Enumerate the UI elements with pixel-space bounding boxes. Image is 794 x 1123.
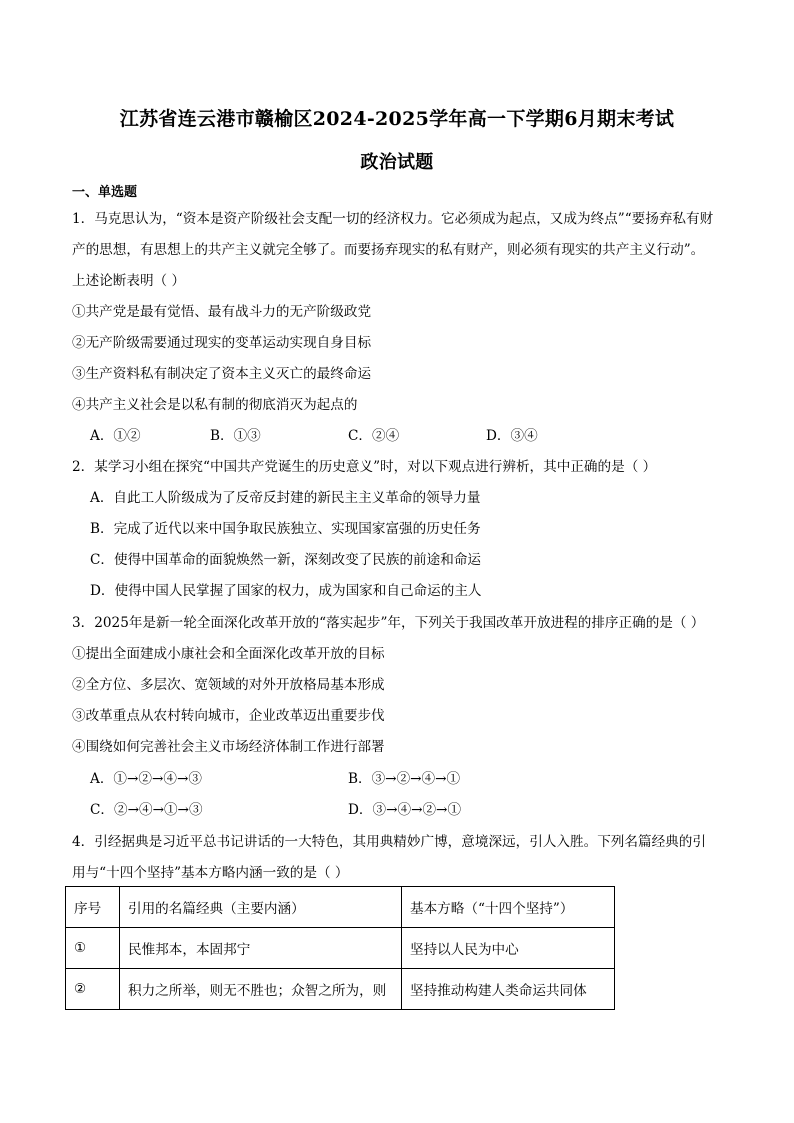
q3-option-b[interactable]: B．③→②→④→① [348,771,461,787]
table-cell: ① [66,928,120,969]
q1-statement-1: ①共产党是最有觉悟、最有战斗力的无产阶级政党 [72,304,372,320]
table-cell: ② [66,969,120,1010]
table-row [66,928,615,969]
q2-option-c[interactable]: C．使得中国革命的面貌焕然一新，深刻改变了民族的前途和命运 [90,552,482,568]
q1-option-c[interactable]: C．②④ [348,428,400,444]
q4-stem-line2: 用与“十四个坚持”基本方略内涵一致的是（ ） [72,865,349,881]
q1-statement-4: ④共产主义社会是以私有制的彻底消灭为起点的 [72,397,358,413]
section-heading: 一、单选题 [72,185,138,200]
q3-option-a[interactable]: A．①→②→④→③ [90,771,202,787]
q3-statement-3: ③改革重点从农村转向城市，企业改革迈出重要步伐 [72,708,385,724]
table-header-cell: 引用的名篇经典（主要内涵） [120,887,402,928]
q2-option-d[interactable]: D．使得中国人民掌握了国家的权力，成为国家和自己命运的主人 [90,583,482,599]
q3-statement-1: ①提出全面建成小康社会和全面深化改革开放的目标 [72,646,385,662]
q2-stem: 2．某学习小组在探究“中国共产党诞生的历史意义”时，对以下观点进行辨析，其中正确的是（ ） [72,459,657,475]
q3-option-c[interactable]: C．②→④→①→③ [90,802,203,818]
table-row [66,969,615,1010]
q4-table [65,886,615,1010]
exam-subtitle: 政治试题 [360,152,434,173]
q1-statement-2: ②无产阶级需要通过现实的变革运动实现自身目标 [72,335,372,351]
q1-option-d[interactable]: D．③④ [486,428,538,444]
table-cell: 坚持以人民为中心 [402,928,615,969]
exam-title: 江苏省连云港市赣榆区2024-2025学年高一下学期6月期末考试 [119,108,675,130]
q3-option-d[interactable]: D．③→④→②→① [348,802,462,818]
q3-statement-2: ②全方位、多层次、宽领域的对外开放格局基本形成 [72,677,385,693]
table-header-cell: 序号 [66,887,120,928]
table-header-row [66,887,615,928]
q2-option-b[interactable]: B．完成了近代以来中国争取民族独立、实现国家富强的历史任务 [90,521,481,537]
q1-stem-line1: 1．马克思认为，“资本是资产阶级社会支配一切的经济权力。它必须成为起点，又成为终点”“要扬弃私有财 [72,211,714,227]
q1-option-a[interactable]: A．①② [90,428,141,444]
q1-stem-line3: 上述论断表明（ ） [72,273,186,289]
q4-stem-line1: 4．引经据典是习近平总书记讲话的一大特色，其用典精妙广博，意境深远，引人入胜。下列名篇经典的引 [72,834,706,850]
table-cell: 积力之所举，则无不胜也；众智之所为，则 [120,969,402,1010]
q1-stem-line2: 产的思想，有思想上的共产主义就完全够了。而要扬弃现实的私有财产，则必须有现实的共产主义行动”。 [72,242,705,258]
q3-statement-4: ④围绕如何完善社会主义市场经济体制工作进行部署 [72,739,385,755]
table-header-cell: 基本方略（“十四个坚持”） [402,887,615,928]
q1-option-b[interactable]: B．①③ [210,428,261,444]
q2-option-a[interactable]: A．自此工人阶级成为了反帝反封建的新民主主义革命的领导力量 [90,490,481,506]
q3-stem: 3．2025年是新一轮全面深化改革开放的“落实起步”年，下列关于我国改革开放进程的排序正确的是（ ） [72,615,705,631]
table-cell: 民惟邦本，本固邦宁 [120,928,402,969]
table-cell: 坚持推动构建人类命运共同体 [402,969,615,1010]
q1-statement-3: ③生产资料私有制决定了资本主义灭亡的最终命运 [72,366,372,382]
